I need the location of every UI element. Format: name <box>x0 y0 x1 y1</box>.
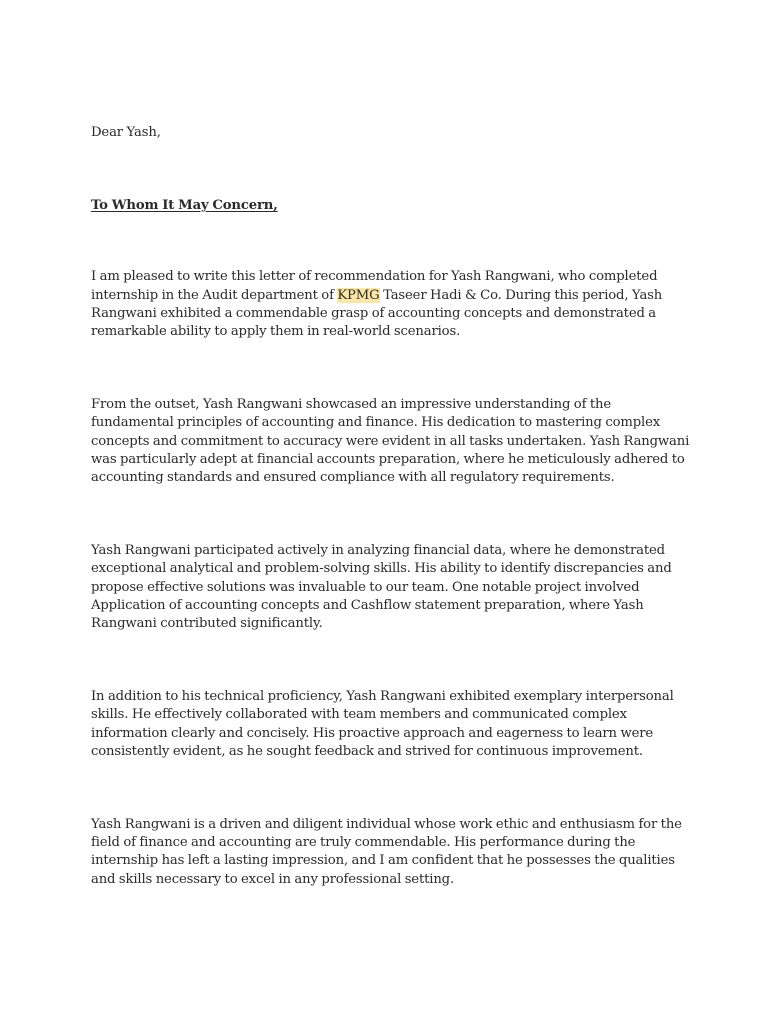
letter-heading: To Whom It May Concern, <box>91 198 278 214</box>
highlighted-company: KPMG <box>337 287 380 303</box>
paragraph-1-text-start: I am pleased to write this letter of recommendation for Yash Rangwani, who completed internship in the Audit department of <box>91 269 658 303</box>
paragraph-1-text-end: Taseer Hadi & Co. During this period, Yash Rangwani exhibited a commendable grasp of accounting concepts and demonstrated a remarkable ability to apply them in real-world scenarios. <box>91 287 663 340</box>
salutation: Dear Yash, <box>91 125 161 140</box>
paragraph-1 <box>91 268 691 341</box>
paragraph-3: Yash Rangwani participated actively in analyzing financial data, where he demonstrated exceptional analytical and problem-solving skills. His ability to identify discrepancies and propose effective solutions was invaluable to our team. One notable project involved Application of accounting concepts and Cashflow statement preparation, where Yash Rangwani contributed significantly. <box>91 543 672 632</box>
paragraph-5: Yash Rangwani is a driven and diligent individual whose work ethic and enthusiasm for the field of finance and accounting are truly commendable. His performance during the internship has left a lasting impression, and I am confident that he possesses the qualities and skills necessary to excel in any professional setting. <box>91 817 682 887</box>
paragraph-4: In addition to his technical proficiency, Yash Rangwani exhibited exemplary interpersonal skills. He effectively collaborated with team members and communicated complex information clearly and concisely. His proactive approach and eagerness to learn were consistently evident, as he sought feedback and strived for continuous improvement. <box>91 689 674 759</box>
paragraph-2: From the outset, Yash Rangwani showcased an impressive understanding of the fundamental principles of accounting and finance. His dedication to mastering complex concepts and commitment to accuracy were evident in all tasks undertaken. Yash Rangwani was particularly adept at financial accounts preparation, where he meticulously adhered to accounting standards and ensured compliance with all regulatory requirements. <box>91 397 690 486</box>
letter-body <box>91 124 691 889</box>
